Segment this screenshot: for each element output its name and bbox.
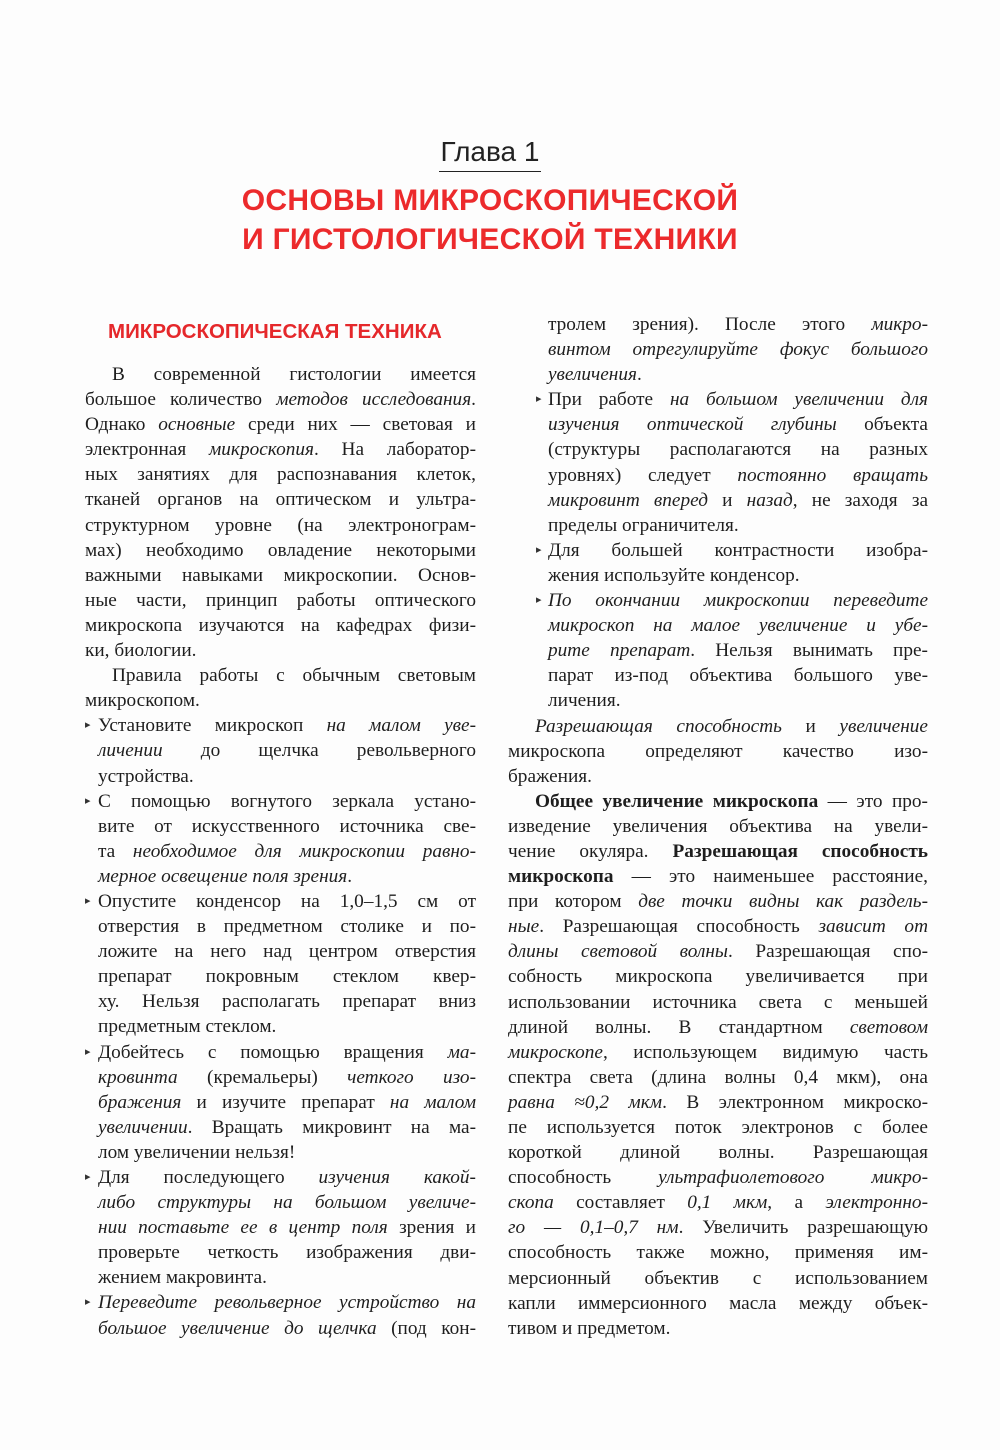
bullet-line (508, 463, 928, 488)
italic-text: ные (508, 916, 540, 938)
bullet-line (85, 789, 476, 814)
italic-text: ультрафиолетового микро- (658, 1167, 928, 1189)
text-run: чение окуляра. (508, 840, 673, 862)
text-run: способность (508, 1167, 659, 1189)
text-line (508, 1240, 928, 1265)
text-run: ные части, принцип работы оптического (85, 589, 476, 611)
italic-text: увеличение (839, 715, 928, 737)
italic-text: скопа (508, 1192, 554, 1214)
bullet-line (508, 387, 928, 412)
bullet-line (85, 1316, 476, 1341)
bullet-line (85, 989, 476, 1014)
italic-text: винтом отрегулируйте фокус большого (548, 339, 928, 361)
text-run: . В электронном микроско- (662, 1091, 929, 1113)
chapter-title-line: И ГИСТОЛОГИЧЕСКОЙ ТЕХНИКИ (242, 223, 738, 256)
text-line (508, 990, 928, 1015)
italic-text: увеличения (548, 364, 637, 386)
text-run: способность также можно, применяя им- (508, 1242, 928, 1264)
bullet-line (508, 663, 928, 688)
text-run: Для большей контрастности изобра- (548, 539, 928, 561)
text-run: . Нельзя вынимать пре- (690, 640, 928, 662)
text-run: При работе (548, 389, 670, 411)
text-line (508, 1065, 928, 1090)
bullet-line (508, 437, 928, 462)
bullet-line (85, 1265, 476, 1290)
text-run: (структуры располагаются на разных (548, 439, 928, 461)
text-run: . (347, 865, 353, 887)
bullet-line (85, 814, 476, 839)
text-line (85, 563, 476, 588)
text-line (85, 487, 476, 512)
text-run: тивом и предметом. (508, 1317, 671, 1339)
bullet-line (508, 563, 928, 588)
text-run: отверстия в предметном столике и по- (98, 916, 476, 938)
italic-text: зависит от (818, 916, 928, 938)
text-run: бражения. (508, 765, 592, 787)
text-line (508, 964, 928, 989)
bullet-line (85, 1290, 476, 1315)
text-line (508, 1140, 928, 1165)
text-run: ху. Нельзя располагать препарат вниз (98, 991, 476, 1013)
italic-text: изучения оптической глубины (548, 414, 837, 436)
text-run: структурном уровне (на электронограм- (85, 514, 476, 536)
text-line (85, 538, 476, 563)
text-line (85, 588, 476, 613)
italic-text: 0,1 мкм (687, 1192, 768, 1214)
text-line (508, 1090, 928, 1115)
text-run: — это про- (818, 790, 928, 812)
italic-text: рите препарат (548, 640, 691, 662)
text-run: В современной гистологии имеется (112, 364, 476, 385)
right-column (508, 312, 928, 1341)
text-run: Однако (85, 414, 159, 436)
text-line (508, 1165, 928, 1190)
section-heading: МИКРОСКОПИЧЕСКАЯ ТЕХНИКА (108, 320, 442, 343)
italic-text: большое увеличение до щелчка (98, 1317, 377, 1339)
text-run: та (98, 840, 133, 862)
italic-text: мерное освещение поля зрения (98, 865, 348, 887)
italic-text: Переведите револьверное устройство на (98, 1292, 476, 1314)
bullet-icon: ▸ (85, 1171, 91, 1183)
text-run: — это наименьшее расстояние, (613, 866, 928, 888)
bullet-line (85, 1190, 476, 1215)
text-line (85, 688, 476, 713)
bullet-icon: ▸ (536, 543, 542, 556)
bullet-line (508, 538, 928, 563)
italic-text: кровинта (98, 1066, 178, 1088)
text-run: ки, биологии. (85, 640, 197, 662)
text-run: спектра света (длина волны 0,4 мкм), она (508, 1066, 928, 1088)
italic-text: увеличении (98, 1116, 188, 1138)
text-line (85, 437, 476, 462)
italic-text: две точки видны как раздель- (638, 891, 928, 913)
text-run: большое количество (85, 389, 277, 411)
bullet-line (85, 839, 476, 864)
text-run: пе используется поток электронов с более (508, 1117, 928, 1138)
bullet-line (85, 1140, 476, 1165)
text-line (508, 1115, 928, 1140)
chapter-label-text: Глава 1 (439, 136, 542, 172)
bullet-line (85, 914, 476, 939)
text-run: короткой длиной волны. Разрешающая (508, 1142, 928, 1164)
text-run: Установите микроскоп (98, 715, 327, 737)
italic-text: на малом уве- (326, 715, 476, 737)
bullet-line (85, 1090, 476, 1115)
italic-text: По окончании микроскопии переведите (548, 590, 928, 612)
text-run: . (636, 364, 642, 386)
text-line (85, 462, 476, 487)
text-run: Опустите конденсор на 1,0–1,5 см от (98, 890, 476, 912)
text-run: и (781, 715, 840, 737)
text-line (508, 764, 928, 789)
left-column (85, 362, 476, 1341)
bullet-line (508, 613, 928, 638)
text-run: изведение увеличения объектива на увели- (508, 815, 928, 837)
bold-text: микроскопа (508, 866, 614, 888)
text-line (508, 739, 928, 764)
bullet-line (508, 488, 928, 513)
text-run: электронная (85, 439, 209, 461)
text-run: и изучите препарат (181, 1091, 390, 1113)
bullet-line (85, 864, 476, 889)
italic-text: Разрешающая способность (535, 715, 782, 737)
text-run: мах) необходимо овладение некоторыми (85, 539, 476, 561)
italic-text: микроскоп на малое увеличение и убе- (548, 615, 928, 637)
bold-text: Общее увеличение микроскопа (535, 790, 819, 812)
italic-text: изучения какой- (318, 1167, 476, 1188)
text-line (508, 1316, 928, 1341)
bullet-icon: ▸ (85, 894, 91, 907)
text-line (508, 864, 928, 889)
bullet-icon: ▸ (85, 1045, 91, 1058)
bullet-line (508, 638, 928, 663)
italic-text: на малом (389, 1091, 476, 1113)
bullet-line (508, 588, 928, 613)
text-run: объекта (836, 414, 928, 436)
text-run: . На лаборатор- (313, 439, 476, 461)
italic-text: необходимое для микроскопии равно- (132, 840, 476, 862)
bullet-line (508, 688, 928, 713)
text-line (85, 387, 476, 412)
italic-text: го — 0,1–0,7 нм (508, 1217, 679, 1239)
italic-text: микроскопия (208, 439, 314, 461)
text-run: ложите на него над центром отверстия (98, 941, 476, 963)
text-run: С помощью вогнутого зеркала устано- (98, 790, 476, 812)
text-line (508, 1040, 928, 1065)
bullet-icon: ▸ (85, 719, 91, 732)
text-run: зрения и (387, 1217, 476, 1239)
text-run: Для последующего (98, 1167, 319, 1188)
bullet-line (508, 513, 928, 538)
text-line (85, 513, 476, 538)
text-run: среди них — световая и (235, 414, 476, 436)
bullet-line (85, 1165, 476, 1190)
italic-text: основные (158, 414, 236, 436)
text-run: микроскопом. (85, 690, 200, 712)
italic-text: ма- (447, 1041, 476, 1063)
text-run: микроскопа изучаются на кафедрах физи- (85, 614, 476, 636)
chapter-label (0, 136, 980, 172)
bullet-icon: ▸ (85, 794, 91, 807)
text-run: важными навыками микроскопии. Основ- (85, 564, 476, 586)
text-run: (кремальеры) (177, 1066, 348, 1088)
italic-text: бражения (98, 1091, 182, 1113)
bullet-line (85, 738, 476, 763)
text-run: проверьте четкость изображения дви- (98, 1242, 476, 1264)
text-run: длиной волны. В стандартном (508, 1016, 850, 1038)
text-run: парат из-под объектива большого уве- (548, 665, 928, 687)
text-run: , использующем видимую часть (602, 1041, 928, 1063)
italic-text: методов исследования (276, 389, 472, 411)
text-line (85, 362, 476, 387)
bullet-line (85, 889, 476, 914)
text-run: . Увеличить разрешающую (678, 1217, 928, 1239)
text-run: . (471, 389, 476, 411)
bullet-line (85, 1065, 476, 1090)
bold-text: Разрешающая способность (672, 840, 928, 862)
chapter-title (0, 181, 980, 259)
text-line (508, 814, 928, 839)
bullet-line (508, 412, 928, 437)
text-line (508, 1190, 928, 1215)
text-line (508, 1015, 928, 1040)
text-run: пределы ограничителя. (548, 514, 739, 536)
bullet-line (85, 764, 476, 789)
text-line (508, 1266, 928, 1291)
text-run: Добейтесь с помощью вращения (98, 1041, 448, 1063)
text-run: , а (767, 1192, 826, 1214)
bullet-line (85, 713, 476, 738)
text-line (508, 889, 928, 914)
text-run: жением макровинта. (98, 1267, 267, 1289)
text-run: собность микроскопа увеличивается при (508, 966, 928, 988)
chapter-title-line: ОСНОВЫ МИКРОСКОПИЧЕСКОЙ (241, 184, 739, 217)
bullet-line (508, 362, 928, 387)
bullet-line (508, 337, 928, 362)
text-line (85, 638, 476, 663)
text-line (85, 412, 476, 437)
text-line (508, 939, 928, 964)
text-line (85, 663, 476, 688)
text-run: личения. (548, 690, 621, 712)
text-run: использовании источника света с меньшей (508, 991, 928, 1013)
bullet-line (85, 1040, 476, 1065)
bullet-icon: ▸ (85, 1296, 91, 1309)
italic-text: постоянно вращать (737, 464, 928, 486)
bullet-line (85, 1115, 476, 1140)
bullet-icon: ▸ (536, 393, 542, 406)
text-run: мерсионный объектив с использованием (508, 1267, 928, 1289)
italic-text: световом (849, 1016, 928, 1038)
bullet-line (85, 1240, 476, 1265)
text-run: устройства. (98, 765, 194, 787)
text-run: микроскопа определяют качество изо- (508, 740, 928, 762)
text-line (508, 839, 928, 864)
italic-text: микровинт вперед (548, 489, 708, 511)
text-run: до щелчка револьверного (162, 740, 476, 762)
italic-text: назад (746, 489, 793, 511)
text-run: предметным стеклом. (98, 1016, 277, 1038)
text-run: и (707, 489, 747, 511)
italic-text: четкого изо- (347, 1066, 476, 1088)
text-run: тканей органов на оптическом и ультра- (85, 489, 476, 511)
text-run: препарат покровным стеклом квер- (98, 966, 476, 988)
text-line (508, 1291, 928, 1316)
italic-text: либо структуры на большом увеличе- (98, 1192, 476, 1214)
bullet-line (85, 939, 476, 964)
bullet-line (85, 1014, 476, 1039)
text-line (508, 789, 928, 814)
text-run: жения используйте конденсор. (548, 564, 800, 586)
text-run: . Разрешающая спо- (728, 941, 928, 963)
text-line (508, 714, 928, 739)
text-run: . Вращать микровинт на ма- (187, 1116, 476, 1138)
text-line (508, 1215, 928, 1240)
text-run: лом увеличении нельзя! (98, 1141, 296, 1163)
bullet-line (508, 312, 928, 337)
text-line (508, 914, 928, 939)
text-run: вите от искусственного источника све- (98, 815, 476, 837)
italic-text: равна ≈0,2 мкм (508, 1091, 663, 1113)
bullet-icon: ▸ (536, 594, 542, 607)
text-run: , не заходя за (792, 489, 928, 511)
text-run: Правила работы с обычным световым (112, 665, 476, 687)
text-run: при котором (508, 891, 639, 913)
italic-text: электронно- (825, 1192, 928, 1214)
bullet-line (85, 1215, 476, 1240)
italic-text: личении (98, 740, 163, 762)
text-run: ных занятиях для распознавания клеток, (85, 464, 476, 486)
italic-text: микроскопе (508, 1041, 603, 1063)
text-run: капли иммерсионного масла между объек- (508, 1292, 928, 1314)
italic-text: нии поставьте ее в центр поля (98, 1217, 388, 1239)
italic-text: на большом увеличении для (669, 389, 929, 411)
text-run: (под кон- (376, 1317, 476, 1339)
text-run: уровнях) следует (548, 464, 738, 486)
text-run: . Разрешающая способность (539, 916, 819, 938)
text-run: составляет (553, 1192, 688, 1214)
italic-text: длины световой волны (508, 941, 728, 963)
bullet-line (85, 964, 476, 989)
italic-text: микро- (871, 314, 928, 335)
text-run: тролем зрения). После этого (548, 314, 872, 335)
text-line (85, 613, 476, 638)
